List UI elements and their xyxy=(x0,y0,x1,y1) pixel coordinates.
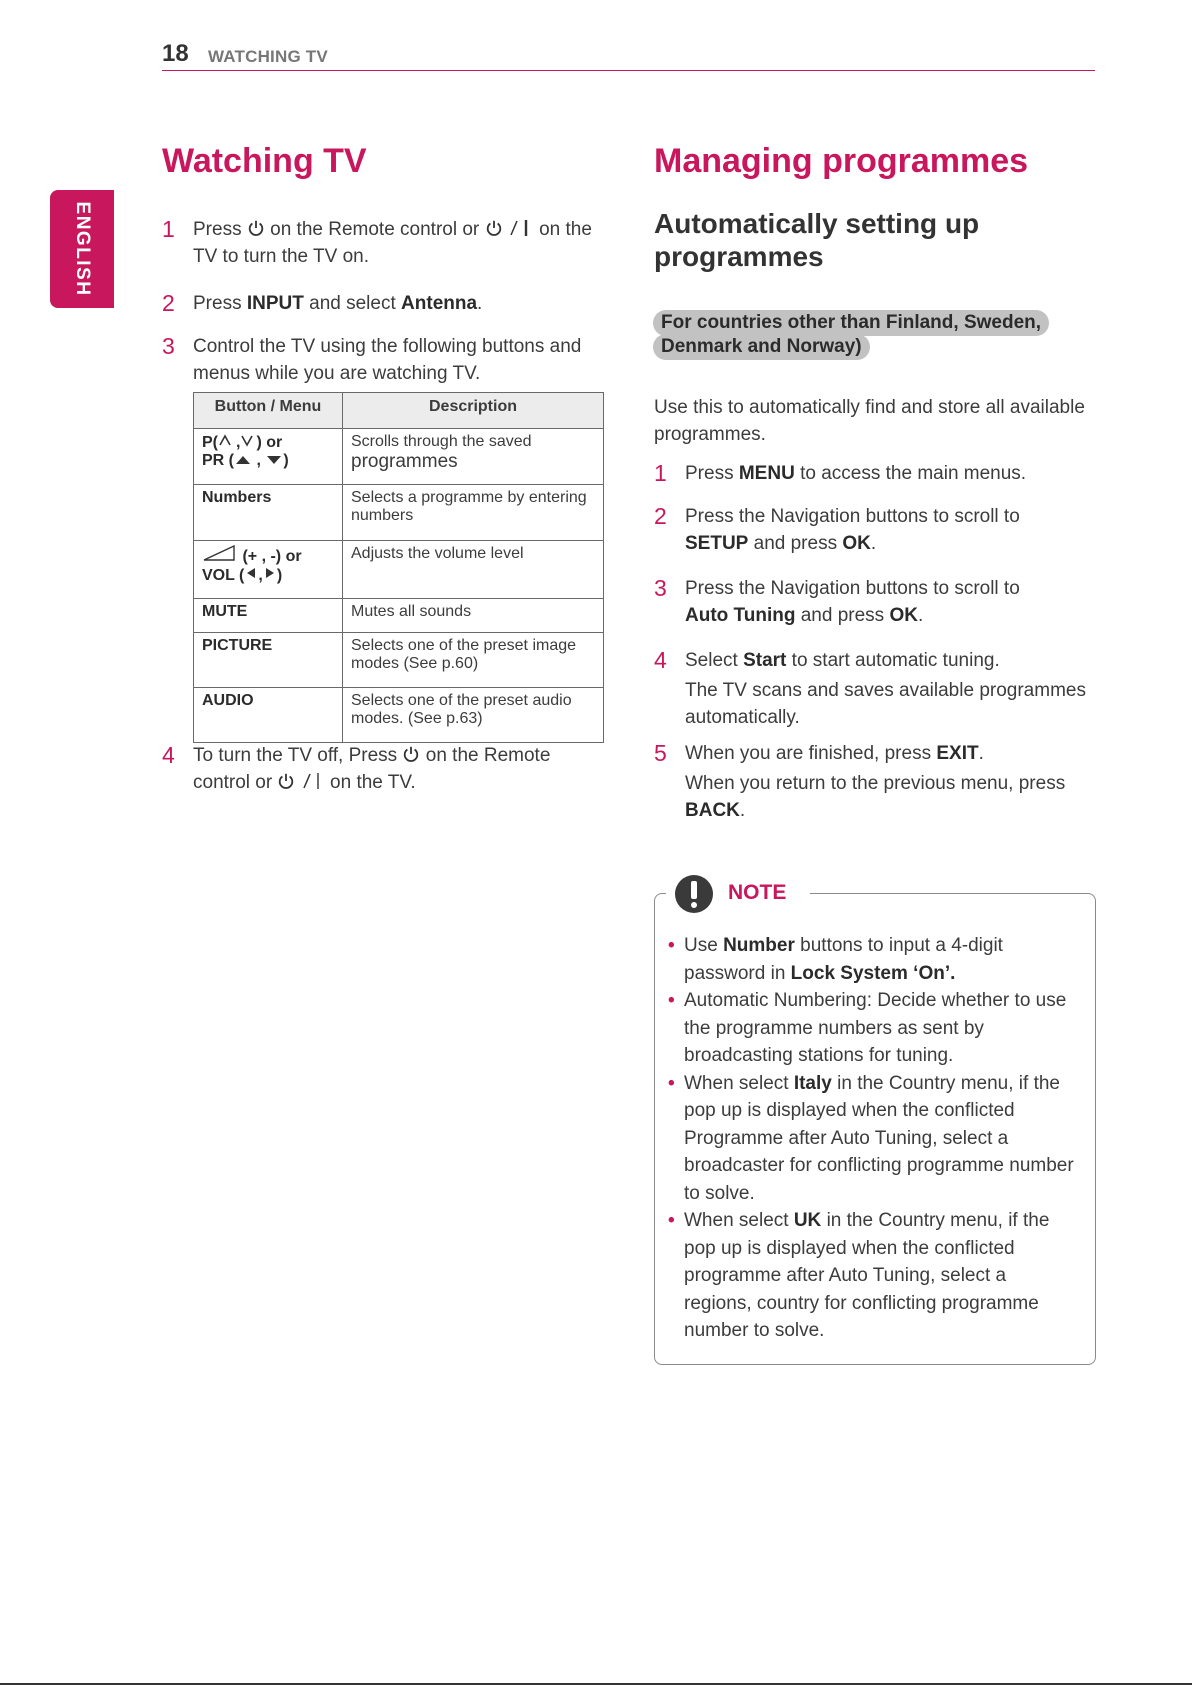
caret-down-icon xyxy=(240,433,256,447)
subheading-line: programmes xyxy=(654,241,824,272)
table-header: Button / Menu xyxy=(194,393,343,429)
step-text: Select xyxy=(685,650,738,671)
step-text: Press the Navigation buttons to scroll to xyxy=(685,506,1020,527)
table-row xyxy=(194,541,604,599)
back-label: BACK xyxy=(685,800,740,821)
step-number: 1 xyxy=(162,216,175,242)
note-list xyxy=(668,932,1078,1345)
table-desc: Adjusts the volume level xyxy=(343,541,604,599)
caret-up-icon xyxy=(218,433,236,447)
buttons-table xyxy=(193,392,604,743)
triangle-right-icon xyxy=(263,566,277,580)
step-subtext: When you return to the previous menu, press xyxy=(685,773,1066,794)
step-number: 5 xyxy=(654,740,667,766)
step-text: . xyxy=(477,293,483,314)
step-text: to access the main menus. xyxy=(800,463,1027,484)
list-item: • Automatic Numbering: Decide whether to use the programme numbers as sent by broadcasting stations for tuning. xyxy=(668,987,1078,1070)
step-number: 4 xyxy=(162,742,175,768)
section-title: WATCHING TV xyxy=(208,47,328,66)
table-key: MUTE xyxy=(194,599,343,633)
step-subtext: The TV scans and saves available programmes automatically. xyxy=(685,680,1086,728)
antenna-label: Antenna xyxy=(401,293,478,314)
step-text: Press the Navigation buttons to scroll to xyxy=(685,578,1020,599)
step-text: . xyxy=(917,605,924,626)
volume-icon xyxy=(202,545,238,561)
table-desc: Scrolls through the saved programmes xyxy=(343,429,604,485)
table-key: P( , ) or PR ( , ) xyxy=(194,429,343,485)
badge-line: Denmark and Norway) xyxy=(653,334,870,360)
language-tab-label: ENGLISH xyxy=(72,201,93,297)
setup-label: SETUP xyxy=(685,533,749,554)
step-number: 3 xyxy=(654,575,667,601)
header-rule xyxy=(162,70,1095,71)
table-desc: Selects one of the preset audio modes. (See p.63) xyxy=(343,688,604,743)
start-label: Start xyxy=(743,650,787,671)
subheading-line: Automatically setting up xyxy=(654,208,980,239)
managing-programmes-heading: Managing programmes xyxy=(654,142,1029,180)
table-key: PICTURE xyxy=(194,633,343,688)
list-item: • When select Italy in the Country menu, if the pop up is displayed when the conflicted Programme after Auto Tuning, select a broadcaster for conflicting programme number to solve. xyxy=(668,1070,1078,1208)
step-text: Press xyxy=(193,293,242,314)
power-icon xyxy=(247,219,265,237)
step-number: 1 xyxy=(654,460,667,486)
watching-tv-heading: Watching TV xyxy=(162,142,367,180)
step-subtext: . xyxy=(739,800,746,821)
step-text: on the Remote control or xyxy=(193,745,551,793)
power-icon xyxy=(485,219,503,237)
menu-label: MENU xyxy=(738,463,795,484)
table-row xyxy=(194,688,604,743)
step-number: 2 xyxy=(654,503,667,529)
exclamation-icon xyxy=(674,874,714,914)
note-header xyxy=(666,872,810,916)
step-text: When you are finished, press xyxy=(685,743,932,764)
step-text: on the TV to turn the TV on. xyxy=(193,219,592,267)
triangle-left-icon xyxy=(244,566,258,580)
step-number: 2 xyxy=(162,290,175,316)
language-tab xyxy=(50,190,114,308)
table-desc: Selects a programme by entering numbers xyxy=(343,485,604,541)
step-number: 3 xyxy=(162,333,175,359)
power-icon xyxy=(402,745,420,763)
step-text: Control the TV using the following buttons and menus while you are watching TV. xyxy=(193,336,582,384)
table-row xyxy=(194,633,604,688)
step-text: Press xyxy=(193,219,242,240)
step-text: To turn the TV off, Press xyxy=(193,745,398,766)
triangle-down-icon xyxy=(265,453,283,465)
page-number: 18 xyxy=(162,40,189,67)
step-text: on the Remote control or xyxy=(270,219,480,240)
table-header-row xyxy=(194,393,604,429)
country-note-badge xyxy=(653,310,1049,360)
ok-label: OK xyxy=(889,605,918,626)
step-text: on the TV. xyxy=(330,772,416,793)
step-text: . xyxy=(978,743,984,764)
note-title: NOTE xyxy=(728,881,787,904)
table-key: (+ , -) or VOL ( , ) xyxy=(194,541,343,599)
table-row xyxy=(194,599,604,633)
exit-label: EXIT xyxy=(936,743,979,764)
step-text: . xyxy=(870,533,877,554)
slash-power-bar-icon xyxy=(301,772,325,790)
step-text: and select xyxy=(309,293,396,314)
auto-setup-heading xyxy=(654,207,979,273)
step-number: 4 xyxy=(654,647,667,673)
slash-power-bar-icon xyxy=(508,219,534,237)
list-item: • Use Number buttons to input a 4-digit password in Lock System ‘On’. xyxy=(668,932,1078,987)
table-key: AUDIO xyxy=(194,688,343,743)
table-header: Description xyxy=(343,393,604,429)
table-desc: Selects one of the preset image modes (See p.60) xyxy=(343,633,604,688)
step-text: Press xyxy=(685,463,734,484)
list-item: • When select UK in the Country menu, if the pop up is displayed when the conflicted programme after Auto Tuning, select a regions, country for conflicting programme number to solve. xyxy=(668,1207,1078,1345)
step-text: and press xyxy=(800,605,885,626)
step-text: and press xyxy=(753,533,838,554)
table-desc: Mutes all sounds xyxy=(343,599,604,633)
input-button-label: INPUT xyxy=(246,293,304,314)
table-key: Numbers xyxy=(194,485,343,541)
table-row xyxy=(194,485,604,541)
power-icon xyxy=(277,772,295,790)
ok-label: OK xyxy=(842,533,871,554)
auto-tuning-label: Auto Tuning xyxy=(685,605,796,626)
step-text: to start automatic tuning. xyxy=(791,650,1000,671)
managing-intro: Use this to automatically find and store all available programmes. xyxy=(654,397,1085,445)
triangle-up-icon xyxy=(234,453,252,465)
badge-line: For countries other than Finland, Sweden, xyxy=(653,310,1049,336)
table-row xyxy=(194,429,604,485)
